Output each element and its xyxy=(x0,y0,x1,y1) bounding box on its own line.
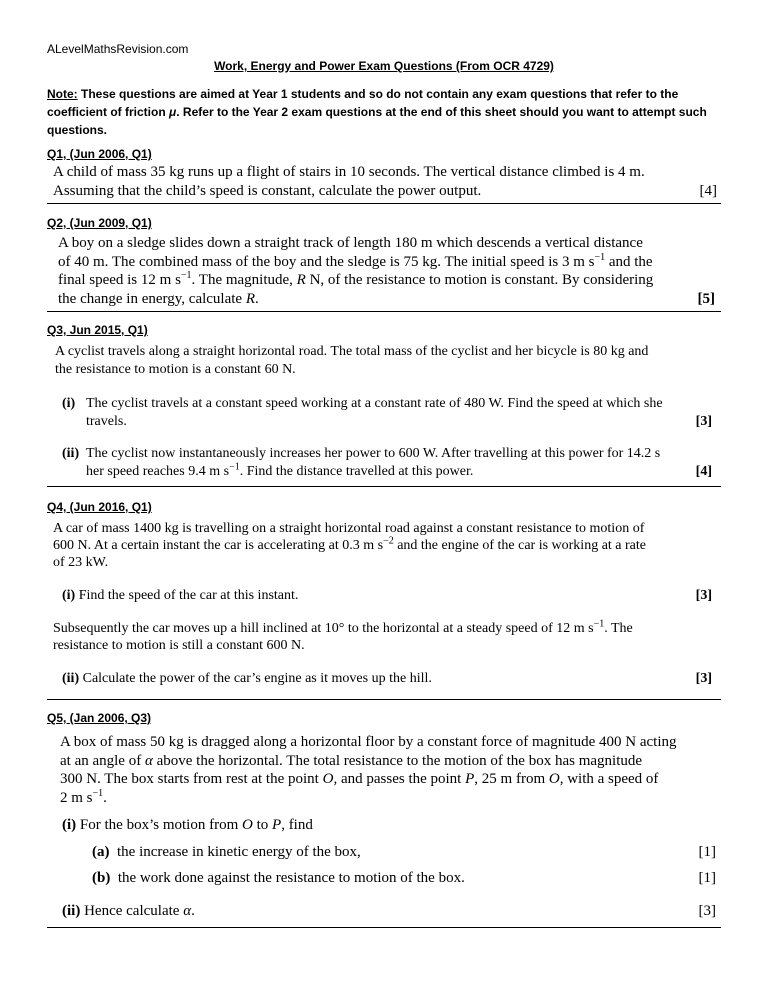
point-o: O xyxy=(322,771,334,787)
q5-part-i-label: (i) xyxy=(62,817,77,833)
point-o: O xyxy=(548,771,560,787)
q4-line-2a: 600 N. At a certain instant the car is accelerating at 0.3 m s xyxy=(53,538,384,553)
q2-line-4c: . xyxy=(255,290,259,307)
divider xyxy=(47,699,721,700)
q5-part-ii-end: . xyxy=(191,903,195,919)
q5-part-b-text: the work done against the resistance to motion of the box. xyxy=(117,870,465,886)
q1-line-2: Assuming that the child’s speed is constant, calculate the power output. xyxy=(53,182,482,199)
q3-part-ii-line-2b: . Find the distance travelled at this power. xyxy=(239,463,474,479)
note xyxy=(47,85,717,139)
site-name: ALevelMathsRevision.com xyxy=(47,42,189,56)
note-text-1: These questions are aimed at Year 1 students and so do not contain any exam questions that refer to the coefficient of friction xyxy=(47,87,679,119)
q2-heading: Q2, (Jun 2009, Q1) xyxy=(47,216,152,230)
point-p: P xyxy=(465,771,475,787)
q5-part-a xyxy=(92,843,716,862)
q3-body xyxy=(55,343,715,378)
q4-part-ii-text: Calculate the power of the car’s engine as it moves up the hill. xyxy=(82,671,432,686)
q4-mid-line-1b: . The xyxy=(604,621,633,636)
q5-line-4b: . xyxy=(103,789,107,806)
q5-part-ii-label: (ii) xyxy=(62,903,81,919)
q4-part-ii xyxy=(62,670,712,689)
q3-heading: Q3, Jun 2015, Q1) xyxy=(47,323,148,337)
q2-line-3d: N, of the resistance to motion is constant. By considering xyxy=(305,272,654,288)
q5-line-3d: , with a speed of xyxy=(559,771,659,787)
divider xyxy=(47,927,721,928)
q3-line-1: A cyclist travels along a straight horizontal road. The total mass of the cyclist and her bicycle is 80 kg and xyxy=(55,344,649,359)
q4-body xyxy=(53,520,715,571)
q5-part-a-marks: [1] xyxy=(698,844,716,860)
q4-line-3: of 23 kW. xyxy=(53,555,109,570)
note-text-2: . Refer to the Year 2 exam questions at the end of this sheet should you want to attempt such questions. xyxy=(47,105,707,137)
q4-line-2b: and the engine of the car is working at a rate xyxy=(393,538,646,553)
q5-part-a-text: the increase in kinetic energy of the box, xyxy=(117,844,361,860)
q5-part-b xyxy=(92,869,716,888)
q2-line-3b: . The magnitude, xyxy=(191,272,297,288)
q3-part-ii-line-1: The cyclist now instantaneously increases her power to 600 W. After travelling at this power for 14.2 s xyxy=(86,446,661,461)
q2-marks: [5] xyxy=(697,290,715,307)
q2-line-1: A boy on a sledge slides down a straight track of length 180 m which descends a vertical distance xyxy=(58,235,643,251)
q4-exp: −1 xyxy=(593,618,605,630)
q5-exp: −1 xyxy=(92,787,104,799)
q5-line-3b: , and passes the point xyxy=(333,771,466,787)
q2-line-2a: of 40 m. The combined mass of the boy and the sledge is 75 kg. The initial speed is 3 m s xyxy=(58,253,595,270)
q5-heading: Q5, (Jan 2006, Q3) xyxy=(47,711,152,725)
q4-line-1: A car of mass 1400 kg is travelling on a straight horizontal road against a constant resistance to motion of xyxy=(53,521,645,536)
q5-part-a-label: (a) xyxy=(92,844,110,860)
q2-r-symbol: R xyxy=(245,290,255,307)
q4-part-i-marks: [3] xyxy=(695,588,712,603)
q3-part-ii-line-2a: her speed reaches 9.4 m s xyxy=(86,463,230,479)
divider xyxy=(47,311,721,312)
q5-part-ii-text: Hence calculate xyxy=(84,903,184,919)
q3-part-i-label: (i) xyxy=(62,396,76,411)
q5-part-ii xyxy=(62,902,716,921)
q5-line-2b: above the horizontal. The total resistance to the motion of the box has magnitude xyxy=(152,752,643,769)
q1-body xyxy=(53,163,717,200)
q3-part-ii xyxy=(62,445,712,480)
divider xyxy=(47,203,721,204)
q5-part-b-label: (b) xyxy=(92,870,111,886)
divider xyxy=(47,486,721,487)
q5-line-3c: , 25 m from xyxy=(474,771,549,787)
q4-part-i-label: (i) xyxy=(62,588,76,603)
alpha-symbol: α xyxy=(183,903,192,919)
q1-line-1: A child of mass 35 kg runs up a flight of stairs in 10 seconds. The vertical distance climbed is 4 m. xyxy=(53,164,645,180)
q1-heading: Q1, (Jun 2006, Q1) xyxy=(47,147,152,161)
q4-mid xyxy=(53,620,715,654)
q3-exp: −1 xyxy=(229,460,240,472)
q3-part-i xyxy=(62,395,712,430)
q4-heading: Q4, (Jun 2016, Q1) xyxy=(47,500,152,514)
note-label: Note: xyxy=(47,87,78,101)
q5-line-3a: 300 N. The box starts from rest at the point xyxy=(60,771,323,787)
q4-part-ii-label: (ii) xyxy=(62,671,80,686)
page-title: Work, Energy and Power Exam Questions (From OCR 4729) xyxy=(214,59,554,73)
q2-exp: −1 xyxy=(180,270,192,281)
q2-body xyxy=(58,234,715,308)
q4-mid-line-2: resistance to motion is still a constant 600 N. xyxy=(53,638,305,653)
q3-part-i-line-2: travels. xyxy=(86,413,127,429)
q5-body xyxy=(60,733,716,807)
q2-line-3a: final speed is 12 m s xyxy=(58,272,181,288)
q2-line-2b: and the xyxy=(605,253,653,270)
q1-marks: [4] xyxy=(699,182,717,199)
q5-line-4a: 2 m s xyxy=(60,789,93,806)
q3-part-ii-marks: [4] xyxy=(695,463,712,479)
point-p: P xyxy=(272,817,282,833)
q5-line-2a: at an angle of xyxy=(60,752,145,769)
q5-part-ii-marks: [3] xyxy=(698,903,716,919)
q2-line-4a: the change in energy, calculate xyxy=(58,290,246,307)
q4-part-ii-marks: [3] xyxy=(695,671,712,686)
q4-mid-line-1a: Subsequently the car moves up a hill inclined at 10° to the horizontal at a steady speed of 12 m s xyxy=(53,621,594,636)
q3-line-2: the resistance to motion is a constant 60 N. xyxy=(55,361,296,377)
q4-exp: −2 xyxy=(383,535,394,547)
q5-line-1: A box of mass 50 kg is dragged along a horizontal floor by a constant force of magnitude 400 N acting xyxy=(60,734,677,750)
q3-part-ii-label: (ii) xyxy=(62,446,80,461)
alpha-symbol: α xyxy=(144,752,153,769)
mu-symbol: μ xyxy=(169,105,177,119)
q3-part-i-line-1: The cyclist travels at a constant speed working at a constant rate of 480 W. Find the speed at which she xyxy=(86,396,663,411)
q5-part-i-text-b: to xyxy=(252,817,273,833)
q4-part-i xyxy=(62,587,712,606)
q5-part-i-text-a: For the box’s motion from xyxy=(79,817,242,833)
q5-part-b-marks: [1] xyxy=(698,870,716,886)
q4-part-i-text: Find the speed of the car at this instant. xyxy=(78,588,299,603)
q2-exp: −1 xyxy=(594,251,606,263)
q3-part-i-marks: [3] xyxy=(695,413,712,429)
q2-r-symbol: R xyxy=(296,272,306,288)
q5-part-i xyxy=(62,816,712,835)
point-o: O xyxy=(242,817,253,833)
q5-part-i-text-c: , find xyxy=(281,817,313,833)
